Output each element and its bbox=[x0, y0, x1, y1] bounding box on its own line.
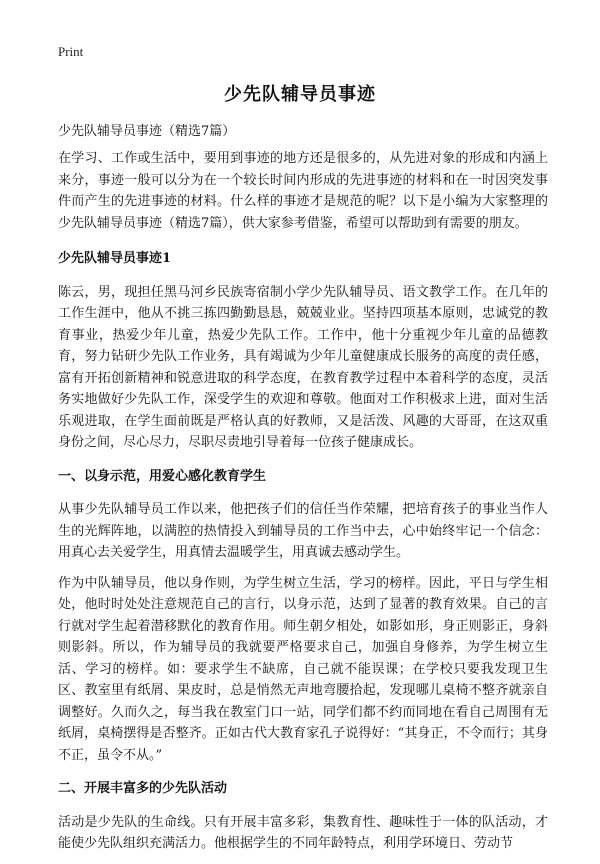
document-subtitle: 少先队辅导员事迹（精选7篇） bbox=[58, 124, 236, 139]
intro-paragraph: 在学习、工作或生活中，要用到事迹的地方还是很多的，从先进对象的形成和内涵上来分，事迹一般可以分为在一个较长时间内形成的先进事迹的材料和在一时因突发事件而产生的先进事迹的材料。什么样的事迹才是规范的呢？以下是小编为大家整理的少先队辅导员事迹（精选7篇），供大家参考借鉴，希望可以帮助到有需要的朋友。 bbox=[58, 151, 548, 231]
print-label: Print bbox=[58, 44, 84, 59]
paragraph-2: 作为中队辅导员，他以身作则，为学生树立生活，学习的榜样。因此，平日与学生相处，他时时处处注意规范自己的言行，以身示范，达到了显著的教育效果。自己的言行就对学生起着潜移默化的教育作用。师生朝夕相处，如影如形，身正则影正，身斜则影斜。所以，作为辅导员的我就要严格要求自己，加强自身修养，为学生树立生活、学习的榜样。如：要求学生不缺席，自己就不能误课；在学校只要我发现卫生区、教室里有纸屑、果皮时，总是悄然无声地弯腰拾起，发现哪儿桌椅不整齐就亲自调整好。久而久之，每当我在教室门口一站，同学们都不约而同地在看自己周围有无纸屑，桌椅摆得是否整齐。正如古代大教育家孔子说得好：“其身正，不令而行；其身不正，虽令不从。” bbox=[58, 575, 548, 763]
subsection-heading-2: 二、开展丰富多的少先队活动 bbox=[58, 781, 228, 796]
subsection-heading-1: 一、以身示范，用爱心感化教育学生 bbox=[58, 468, 267, 484]
document-title: 少先队辅导员事迹 bbox=[224, 84, 376, 105]
paragraph-1: 从事少先队辅导员工作以来，他把孩子们的信任当作荣耀，把培育孩子的事业当作人生的光辉阵地，以满腔的热情投入到辅导员的工作当中去，心中始终牢记一个信念：用真心去关爱学生，用真情去温暖学生，用真诚去感动学生。 bbox=[58, 502, 548, 560]
paragraph-3: 活动是少先队的生命线。只有开展丰富多彩，集教育性、趣味性于一体的队活动，才能使少先队组织充满活力。他根据学生的不同年龄特点，利用学环境日、劳动节 bbox=[58, 814, 548, 851]
section-heading: 少先队辅导员事迹1 bbox=[58, 251, 172, 266]
section-paragraph: 陈云，男，现担任黑马河乡民族寄宿制小学少先队辅导员、语文教学工作。在几年的工作生涯中，他从不挑三拣四勤勤恳恳，兢兢业业。坚持四项基本原则，忠诚党的教育事业，热爱少年儿童，热爱少先队工作。工作中，他十分重视少年儿童的品德教育，努力钻研少先队工作业务，具有竭诚为少年儿童健康成长服务的高度的责任感，富有开拓创新精神和锐意进取的科学态度，在教育教学过程中本着科学的态度，灵活务实地做好少先队工作，深受学生的欢迎和尊敬。他面对工作积极求上进，面对生活乐观进取，在学生面前既是严格认真的好教师，又是活泼、风趣的大哥哥，在这双重身份之间，尽心尽力，尽职尽责地引导着每一位孩子健康成长。 bbox=[58, 284, 548, 450]
document-body bbox=[58, 148, 548, 864]
